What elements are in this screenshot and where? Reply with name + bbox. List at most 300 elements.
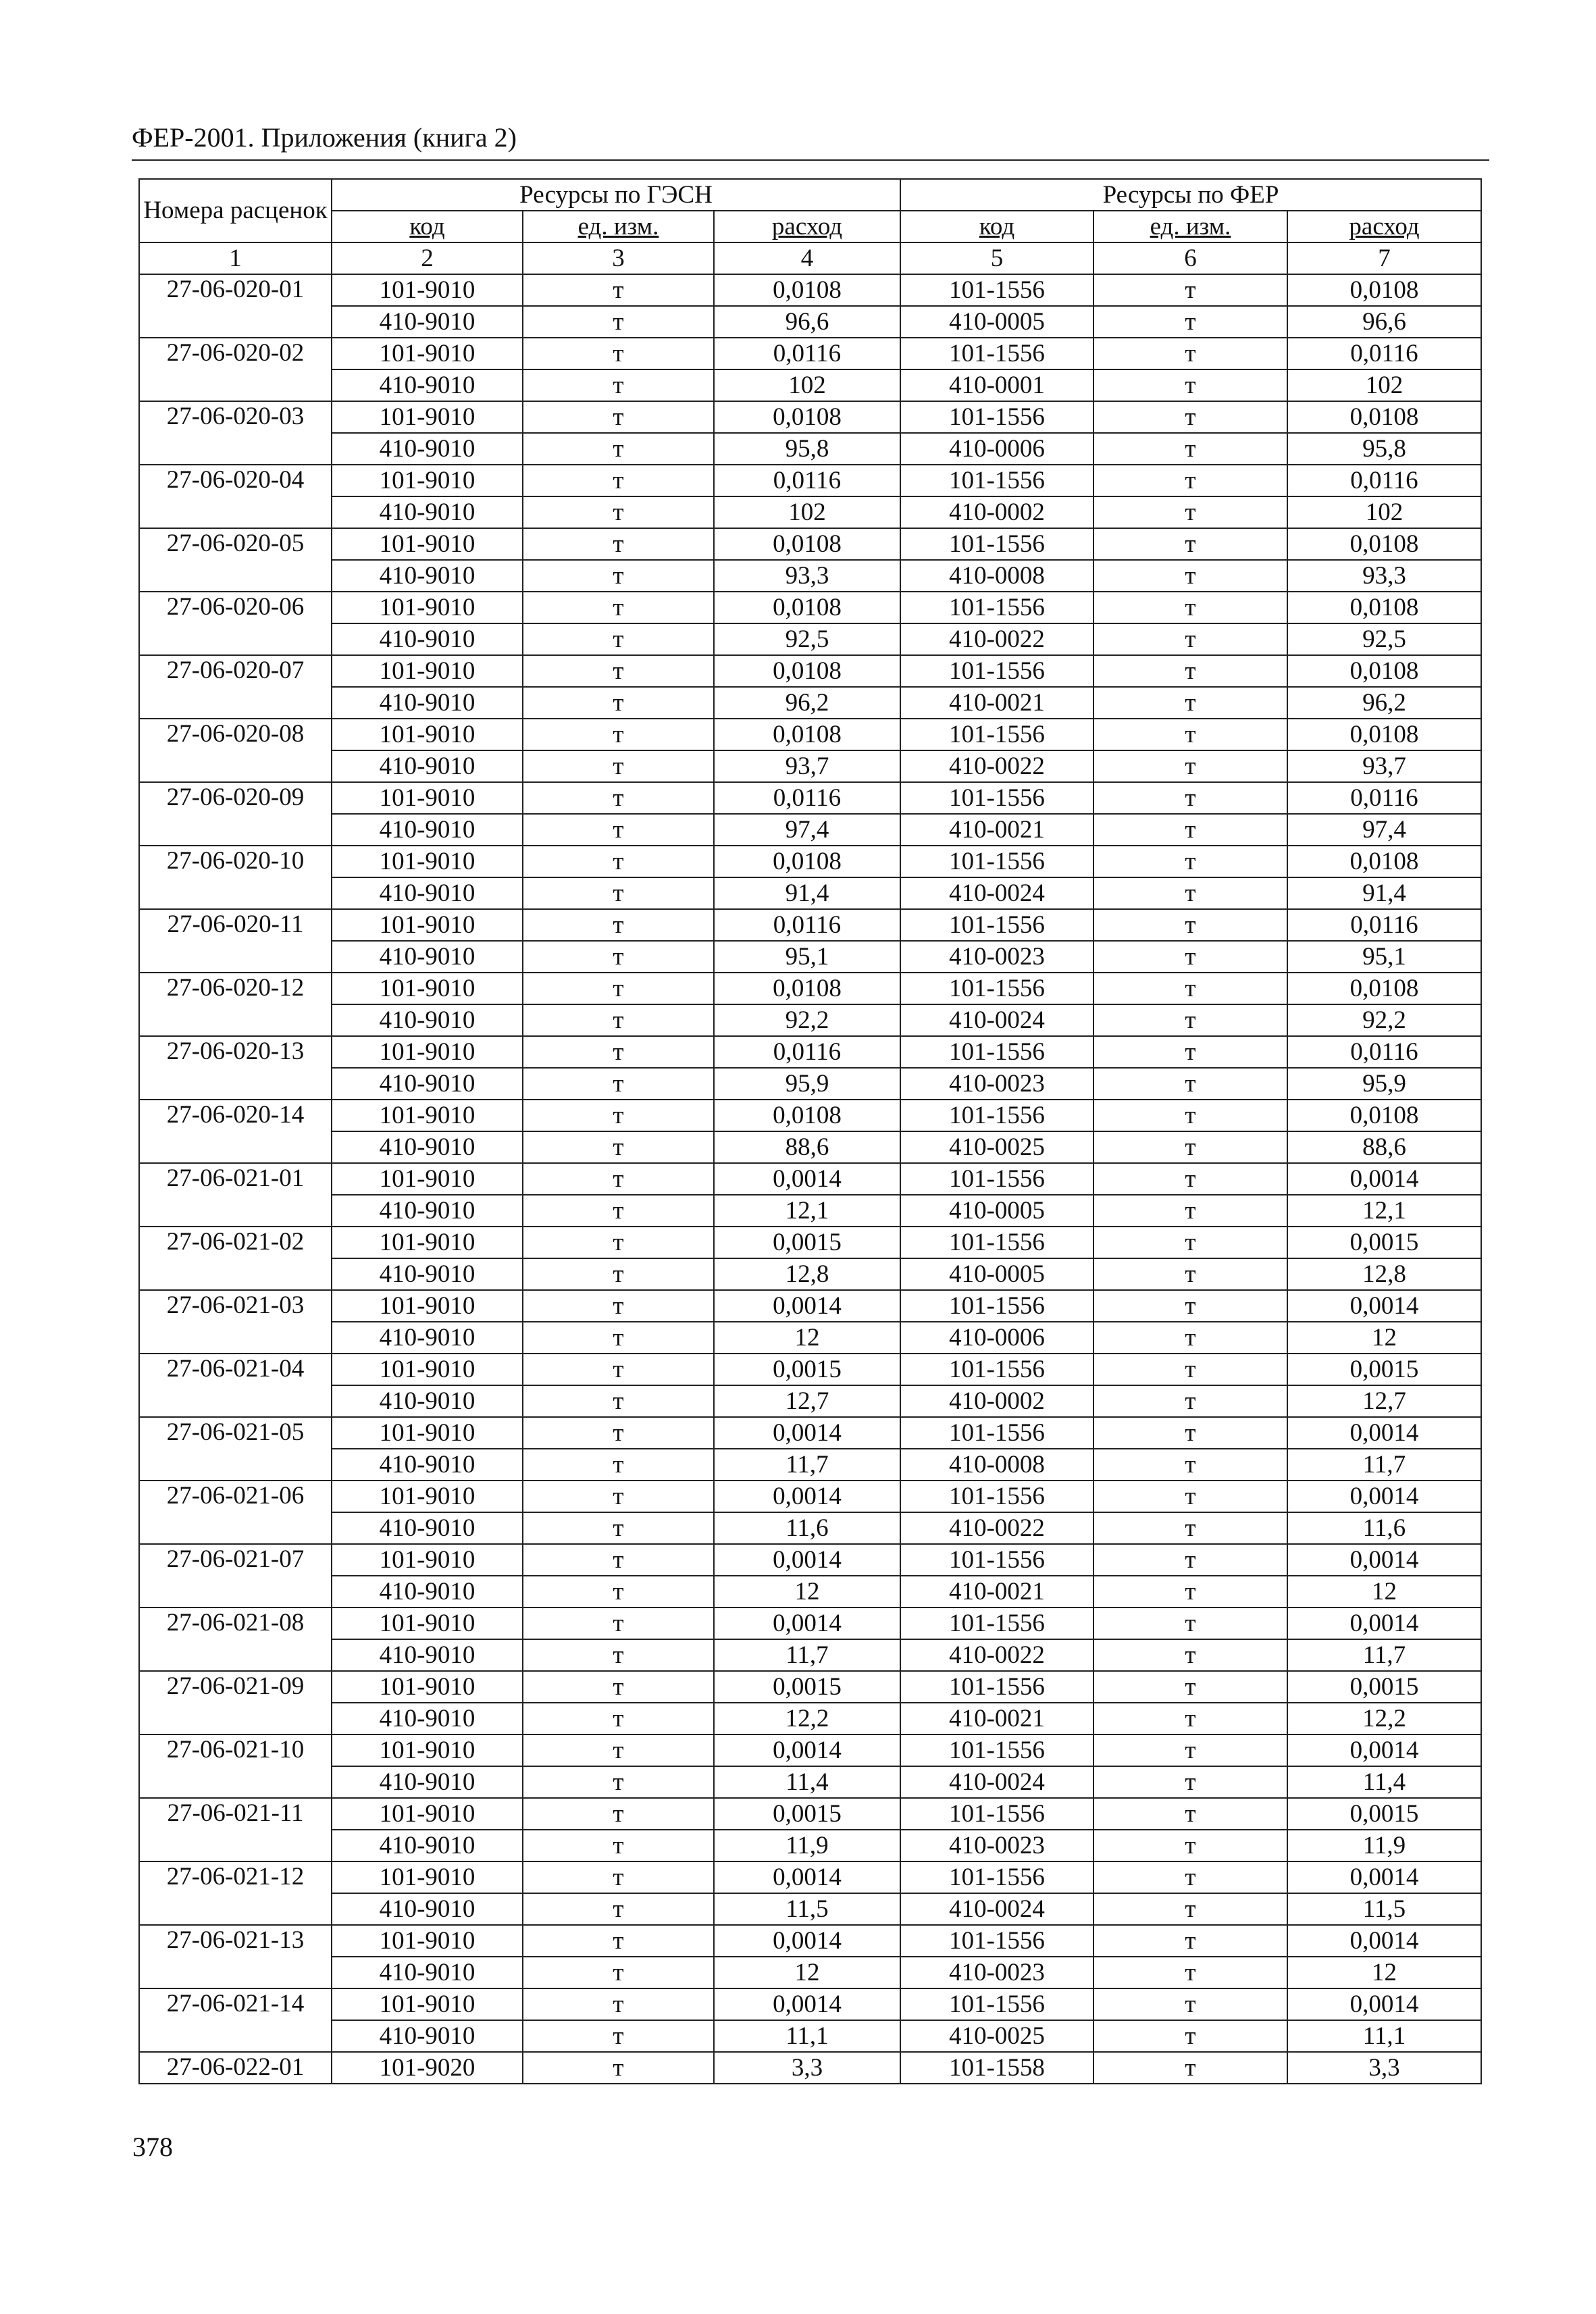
gesn-code-cell: 101-9010 (332, 274, 523, 306)
table-row (139, 719, 1481, 750)
gesn-code-cell: 410-9010 (332, 687, 523, 719)
fer-qty-cell: 92,5 (1287, 623, 1481, 655)
fer-code-cell: 410-0023 (900, 941, 1093, 973)
fer-qty-cell: 88,6 (1287, 1131, 1481, 1163)
fer-unit-cell: т (1093, 623, 1287, 655)
gesn-code-cell: 410-9010 (332, 1639, 523, 1671)
table-row (139, 1766, 1481, 1798)
fer-code-cell: 410-0023 (900, 1957, 1093, 1988)
fer-unit-cell: т (1093, 782, 1287, 814)
gesn-unit-cell: т (523, 973, 714, 1004)
gesn-unit-cell: т (523, 2020, 714, 2052)
gesn-qty-cell: 12,2 (714, 1703, 900, 1734)
gesn-qty-header: расход (714, 211, 900, 242)
gesn-qty-cell: 0,0116 (714, 782, 900, 814)
table-row (139, 274, 1481, 306)
fer-unit-cell: т (1093, 306, 1287, 338)
fer-qty-cell: 11,1 (1287, 2020, 1481, 2052)
column-number: 7 (1287, 242, 1481, 274)
gesn-unit-cell: т (523, 1798, 714, 1830)
fer-code-cell: 410-0005 (900, 306, 1093, 338)
table-row (139, 1893, 1481, 1925)
fer-unit-cell: т (1093, 1417, 1287, 1449)
table-row (139, 1131, 1481, 1163)
gesn-unit-cell: т (523, 2052, 714, 2084)
table-row (139, 401, 1481, 433)
table-row (139, 1734, 1481, 1766)
table-row (139, 814, 1481, 846)
gesn-qty-cell: 11,1 (714, 2020, 900, 2052)
fer-unit-cell: т (1093, 687, 1287, 719)
fer-unit-cell: т (1093, 1671, 1287, 1703)
gesn-qty-cell: 0,0108 (714, 719, 900, 750)
gesn-unit-cell: т (523, 1068, 714, 1100)
fer-code-cell: 101-1556 (900, 719, 1093, 750)
gesn-code-cell: 101-9010 (332, 528, 523, 560)
table-row (139, 846, 1481, 877)
gesn-qty-cell: 0,0015 (714, 1671, 900, 1703)
rate-number-cell: 27-06-021-02 (139, 1227, 332, 1290)
gesn-unit-cell: т (523, 1639, 714, 1671)
gesn-unit-cell: т (523, 528, 714, 560)
rate-number-cell: 27-06-020-05 (139, 528, 332, 592)
fer-code-header: код (900, 211, 1093, 242)
gesn-code-cell: 410-9010 (332, 306, 523, 338)
fer-qty-cell: 0,0014 (1287, 1988, 1481, 2020)
fer-qty-cell: 95,8 (1287, 433, 1481, 465)
fer-code-cell: 410-0002 (900, 1385, 1093, 1417)
gesn-qty-cell: 12,7 (714, 1385, 900, 1417)
gesn-unit-cell: т (523, 1544, 714, 1576)
fer-unit-cell: т (1093, 1766, 1287, 1798)
table-row (139, 338, 1481, 369)
table-row (139, 1004, 1481, 1036)
fer-code-cell: 410-0008 (900, 560, 1093, 592)
gesn-qty-cell: 92,5 (714, 623, 900, 655)
fer-code-cell: 410-0025 (900, 1131, 1093, 1163)
gesn-unit-cell: т (523, 1322, 714, 1354)
table-row (139, 1163, 1481, 1195)
table-row (139, 750, 1481, 782)
rate-number-cell: 27-06-020-08 (139, 719, 332, 782)
gesn-unit-cell: т (523, 1830, 714, 1861)
gesn-code-cell: 410-9010 (332, 941, 523, 973)
table-row (139, 1608, 1481, 1639)
fer-qty-cell: 11,9 (1287, 1830, 1481, 1861)
fer-code-cell: 101-1556 (900, 1734, 1093, 1766)
table-row (139, 1354, 1481, 1385)
fer-qty-cell: 12,2 (1287, 1703, 1481, 1734)
fer-unit-cell: т (1093, 433, 1287, 465)
rate-number-cell: 27-06-021-07 (139, 1544, 332, 1608)
table-row (139, 1830, 1481, 1861)
table-row (139, 941, 1481, 973)
fer-qty-cell: 0,0014 (1287, 1925, 1481, 1957)
fer-code-cell: 101-1556 (900, 1481, 1093, 1512)
fer-qty-cell: 3,3 (1287, 2052, 1481, 2084)
gesn-unit-cell: т (523, 1354, 714, 1385)
fer-unit-cell: т (1093, 941, 1287, 973)
gesn-unit-cell: т (523, 1449, 714, 1481)
fer-code-cell: 410-0024 (900, 1893, 1093, 1925)
fer-code-cell: 101-1556 (900, 782, 1093, 814)
gesn-code-header: код (332, 211, 523, 242)
fer-unit-cell: т (1093, 1861, 1287, 1893)
fer-qty-cell: 12,8 (1287, 1258, 1481, 1290)
gesn-qty-cell: 0,0108 (714, 973, 900, 1004)
fer-unit-cell: т (1093, 560, 1287, 592)
table-row (139, 1639, 1481, 1671)
gesn-code-cell: 101-9010 (332, 1671, 523, 1703)
gesn-unit-cell: т (523, 719, 714, 750)
gesn-unit-cell: т (523, 1734, 714, 1766)
gesn-qty-cell: 0,0108 (714, 528, 900, 560)
fer-qty-cell: 0,0108 (1287, 401, 1481, 433)
gesn-code-cell: 101-9010 (332, 1290, 523, 1322)
gesn-code-cell: 101-9010 (332, 909, 523, 941)
fer-unit-cell: т (1093, 1925, 1287, 1957)
gesn-unit-cell: т (523, 941, 714, 973)
gesn-code-cell: 410-9010 (332, 1830, 523, 1861)
fer-unit-cell: т (1093, 1354, 1287, 1385)
table-row (139, 528, 1481, 560)
gesn-unit-cell: т (523, 1227, 714, 1258)
gesn-qty-cell: 0,0116 (714, 465, 900, 496)
gesn-unit-cell: т (523, 433, 714, 465)
gesn-unit-cell: т (523, 306, 714, 338)
table-row (139, 560, 1481, 592)
fer-code-cell: 101-1556 (900, 1227, 1093, 1258)
gesn-qty-cell: 0,0108 (714, 592, 900, 623)
gesn-code-cell: 101-9010 (332, 1481, 523, 1512)
fer-code-cell: 410-0023 (900, 1068, 1093, 1100)
fer-unit-cell: т (1093, 1830, 1287, 1861)
gesn-qty-cell: 0,0116 (714, 338, 900, 369)
gesn-unit-cell: т (523, 1861, 714, 1893)
table-row (139, 1068, 1481, 1100)
gesn-code-cell: 101-9010 (332, 1354, 523, 1385)
rate-number-cell: 27-06-020-02 (139, 338, 332, 401)
fer-qty-cell: 92,2 (1287, 1004, 1481, 1036)
rate-number-cell: 27-06-021-06 (139, 1481, 332, 1544)
gesn-code-cell: 101-9010 (332, 1417, 523, 1449)
rate-number-cell: 27-06-020-09 (139, 782, 332, 846)
rate-number-cell: 27-06-021-14 (139, 1988, 332, 2052)
gesn-unit-cell: т (523, 465, 714, 496)
fer-code-cell: 101-1556 (900, 1163, 1093, 1195)
table-row (139, 465, 1481, 496)
rate-number-cell: 27-06-021-11 (139, 1798, 332, 1861)
gesn-qty-cell: 0,0015 (714, 1798, 900, 1830)
table-row (139, 433, 1481, 465)
gesn-qty-cell: 0,0014 (714, 1861, 900, 1893)
gesn-code-cell: 410-9010 (332, 369, 523, 401)
fer-unit-cell: т (1093, 465, 1287, 496)
table-row (139, 1512, 1481, 1544)
gesn-qty-cell: 97,4 (714, 814, 900, 846)
fer-unit-cell: т (1093, 655, 1287, 687)
gesn-unit-cell: т (523, 1290, 714, 1322)
page-number: 378 (132, 2132, 173, 2162)
gesn-code-cell: 101-9010 (332, 1988, 523, 2020)
fer-code-cell: 101-1558 (900, 2052, 1093, 2084)
fer-unit-cell: т (1093, 1163, 1287, 1195)
gesn-unit-cell: т (523, 846, 714, 877)
gesn-code-cell: 410-9010 (332, 1576, 523, 1608)
fer-unit-cell: т (1093, 1703, 1287, 1734)
column-number: 1 (139, 242, 332, 274)
fer-qty-cell: 0,0116 (1287, 782, 1481, 814)
gesn-qty-cell: 11,9 (714, 1830, 900, 1861)
fer-code-cell: 410-0021 (900, 1703, 1093, 1734)
gesn-qty-cell: 0,0108 (714, 655, 900, 687)
fer-unit-cell: т (1093, 496, 1287, 528)
gesn-qty-cell: 11,5 (714, 1893, 900, 1925)
rate-number-cell: 27-06-020-01 (139, 274, 332, 338)
fer-unit-cell: т (1093, 1512, 1287, 1544)
gesn-code-cell: 101-9020 (332, 2052, 523, 2084)
gesn-unit-cell: т (523, 1893, 714, 1925)
gesn-code-cell: 101-9010 (332, 782, 523, 814)
fer-unit-cell: т (1093, 1544, 1287, 1576)
gesn-unit-cell: т (523, 655, 714, 687)
fer-qty-cell: 0,0116 (1287, 909, 1481, 941)
gesn-qty-cell: 12,8 (714, 1258, 900, 1290)
gesn-code-cell: 410-9010 (332, 1131, 523, 1163)
table-row (139, 1798, 1481, 1830)
gesn-code-cell: 410-9010 (332, 1703, 523, 1734)
column-number-row (139, 242, 1481, 274)
table-row (139, 1481, 1481, 1512)
table-row (139, 1544, 1481, 1576)
gesn-qty-cell: 0,0116 (714, 1036, 900, 1068)
table-row (139, 592, 1481, 623)
fer-unit-cell: т (1093, 1004, 1287, 1036)
rate-number-cell: 27-06-020-06 (139, 592, 332, 655)
fer-qty-cell: 0,0015 (1287, 1227, 1481, 1258)
fer-unit-cell: т (1093, 1988, 1287, 2020)
fer-code-cell: 410-0005 (900, 1195, 1093, 1227)
fer-code-cell: 410-0021 (900, 814, 1093, 846)
fer-qty-cell: 0,0014 (1287, 1417, 1481, 1449)
gesn-unit-cell: т (523, 1576, 714, 1608)
table-row (139, 782, 1481, 814)
fer-code-cell: 101-1556 (900, 528, 1093, 560)
fer-unit-cell: т (1093, 1957, 1287, 1988)
table-row (139, 877, 1481, 909)
fer-code-cell: 101-1556 (900, 1100, 1093, 1131)
gesn-code-cell: 410-9010 (332, 1004, 523, 1036)
fer-code-cell: 410-0008 (900, 1449, 1093, 1481)
gesn-code-cell: 101-9010 (332, 1036, 523, 1068)
fer-qty-cell: 0,0015 (1287, 1671, 1481, 1703)
gesn-code-cell: 101-9010 (332, 1227, 523, 1258)
fer-qty-cell: 0,0014 (1287, 1544, 1481, 1576)
gesn-qty-cell: 3,3 (714, 2052, 900, 2084)
fer-unit-cell: т (1093, 1100, 1287, 1131)
gesn-code-cell: 410-9010 (332, 2020, 523, 2052)
fer-code-cell: 410-0024 (900, 1766, 1093, 1798)
gesn-unit-cell: т (523, 750, 714, 782)
gesn-unit-cell: т (523, 782, 714, 814)
gesn-qty-cell: 0,0108 (714, 401, 900, 433)
rate-number-cell: 27-06-020-11 (139, 909, 332, 973)
gesn-code-cell: 410-9010 (332, 1068, 523, 1100)
fer-code-cell: 410-0022 (900, 750, 1093, 782)
fer-code-cell: 410-0006 (900, 433, 1093, 465)
gesn-qty-cell: 92,2 (714, 1004, 900, 1036)
fer-qty-cell: 0,0015 (1287, 1798, 1481, 1830)
gesn-code-cell: 101-9010 (332, 1925, 523, 1957)
table-row (139, 2052, 1481, 2084)
gesn-code-cell: 410-9010 (332, 877, 523, 909)
gesn-qty-cell: 0,0014 (714, 1608, 900, 1639)
gesn-qty-cell: 91,4 (714, 877, 900, 909)
gesn-qty-cell: 12,1 (714, 1195, 900, 1227)
fer-qty-cell: 0,0116 (1287, 465, 1481, 496)
table-row (139, 496, 1481, 528)
fer-code-cell: 101-1556 (900, 1036, 1093, 1068)
fer-qty-cell: 91,4 (1287, 877, 1481, 909)
fer-code-cell: 101-1556 (900, 1798, 1093, 1830)
gesn-qty-cell: 12 (714, 1322, 900, 1354)
resources-table (138, 178, 1482, 2084)
gesn-code-cell: 410-9010 (332, 433, 523, 465)
fer-qty-cell: 0,0015 (1287, 1354, 1481, 1385)
fer-unit-cell: т (1093, 1639, 1287, 1671)
fer-unit-cell: т (1093, 1893, 1287, 1925)
fer-unit-cell: т (1093, 274, 1287, 306)
gesn-qty-cell: 96,2 (714, 687, 900, 719)
fer-qty-cell: 11,4 (1287, 1766, 1481, 1798)
gesn-qty-cell: 0,0116 (714, 909, 900, 941)
fer-qty-cell: 97,4 (1287, 814, 1481, 846)
fer-code-cell: 410-0022 (900, 1512, 1093, 1544)
gesn-code-cell: 101-9010 (332, 1544, 523, 1576)
gesn-code-cell: 101-9010 (332, 1861, 523, 1893)
gesn-code-cell: 101-9010 (332, 1163, 523, 1195)
gesn-qty-cell: 12 (714, 1957, 900, 1988)
fer-code-cell: 410-0002 (900, 496, 1093, 528)
fer-code-cell: 101-1556 (900, 465, 1093, 496)
fer-qty-cell: 11,7 (1287, 1449, 1481, 1481)
gesn-code-cell: 101-9010 (332, 846, 523, 877)
fer-unit-cell: т (1093, 338, 1287, 369)
gesn-code-cell: 410-9010 (332, 623, 523, 655)
fer-qty-cell: 11,7 (1287, 1639, 1481, 1671)
fer-qty-cell: 102 (1287, 369, 1481, 401)
fer-qty-cell: 95,9 (1287, 1068, 1481, 1100)
table-row (139, 1290, 1481, 1322)
gesn-code-cell: 101-9010 (332, 1734, 523, 1766)
rate-number-cell: 27-06-021-12 (139, 1861, 332, 1925)
table-row (139, 1703, 1481, 1734)
fer-qty-cell: 11,5 (1287, 1893, 1481, 1925)
fer-code-cell: 410-0021 (900, 687, 1093, 719)
fer-unit-cell: т (1093, 1798, 1287, 1830)
rate-number-cell: 27-06-021-13 (139, 1925, 332, 1988)
gesn-unit-cell: т (523, 338, 714, 369)
gesn-unit-cell: т (523, 623, 714, 655)
fer-qty-cell: 0,0108 (1287, 592, 1481, 623)
fer-code-cell: 101-1556 (900, 655, 1093, 687)
fer-unit-cell: т (1093, 750, 1287, 782)
fer-qty-cell: 0,0014 (1287, 1608, 1481, 1639)
gesn-unit-cell: т (523, 1703, 714, 1734)
gesn-qty-cell: 102 (714, 496, 900, 528)
gesn-unit-cell: т (523, 1131, 714, 1163)
rate-numbers-header-text: Номера расценок (143, 197, 328, 224)
gesn-unit-header: ед. изм. (523, 211, 714, 242)
gesn-code-cell: 410-9010 (332, 1512, 523, 1544)
gesn-qty-cell: 88,6 (714, 1131, 900, 1163)
fer-unit-cell: т (1093, 1576, 1287, 1608)
rate-number-cell: 27-06-020-07 (139, 655, 332, 719)
fer-code-cell: 101-1556 (900, 1417, 1093, 1449)
gesn-code-cell: 410-9010 (332, 496, 523, 528)
fer-qty-cell: 96,2 (1287, 687, 1481, 719)
fer-unit-cell: т (1093, 1322, 1287, 1354)
gesn-code-cell: 410-9010 (332, 1385, 523, 1417)
table-row (139, 1576, 1481, 1608)
fer-qty-cell: 96,6 (1287, 306, 1481, 338)
rate-number-cell: 27-06-021-04 (139, 1354, 332, 1417)
gesn-code-cell: 101-9010 (332, 592, 523, 623)
fer-qty-cell: 0,0116 (1287, 1036, 1481, 1068)
fer-code-cell: 101-1556 (900, 1290, 1093, 1322)
rate-number-cell: 27-06-022-01 (139, 2052, 332, 2084)
gesn-unit-cell: т (523, 1385, 714, 1417)
fer-qty-cell: 0,0108 (1287, 274, 1481, 306)
fer-code-cell: 410-0023 (900, 1830, 1093, 1861)
fer-qty-cell: 12 (1287, 1322, 1481, 1354)
column-number: 3 (523, 242, 714, 274)
table-row (139, 655, 1481, 687)
fer-code-cell: 101-1556 (900, 846, 1093, 877)
fer-qty-cell: 95,1 (1287, 941, 1481, 973)
fer-code-cell: 101-1556 (900, 274, 1093, 306)
fer-code-cell: 101-1556 (900, 401, 1093, 433)
gesn-code-cell: 410-9010 (332, 1957, 523, 1988)
fer-unit-cell: т (1093, 1449, 1287, 1481)
fer-qty-cell: 0,0108 (1287, 1100, 1481, 1131)
gesn-resources-header: Ресурсы по ГЭСН (332, 179, 900, 211)
gesn-unit-cell: т (523, 814, 714, 846)
table-row (139, 973, 1481, 1004)
gesn-unit-cell: т (523, 1258, 714, 1290)
fer-unit-cell: т (1093, 401, 1287, 433)
fer-code-cell: 410-0022 (900, 1639, 1093, 1671)
gesn-code-cell: 410-9010 (332, 1258, 523, 1290)
gesn-code-cell: 410-9010 (332, 750, 523, 782)
gesn-code-cell: 101-9010 (332, 1798, 523, 1830)
gesn-unit-cell: т (523, 1988, 714, 2020)
fer-code-cell: 410-0001 (900, 369, 1093, 401)
fer-unit-cell: т (1093, 2052, 1287, 2084)
fer-qty-cell: 0,0014 (1287, 1481, 1481, 1512)
fer-qty-cell: 12 (1287, 1576, 1481, 1608)
fer-qty-cell: 102 (1287, 496, 1481, 528)
gesn-qty-cell: 12 (714, 1576, 900, 1608)
table-row (139, 1227, 1481, 1258)
fer-unit-cell: т (1093, 369, 1287, 401)
column-number: 2 (332, 242, 523, 274)
gesn-code-cell: 410-9010 (332, 560, 523, 592)
gesn-code-cell: 101-9010 (332, 1100, 523, 1131)
table-row (139, 1925, 1481, 1957)
gesn-qty-cell: 0,0014 (714, 1481, 900, 1512)
rate-number-cell: 27-06-021-05 (139, 1417, 332, 1481)
